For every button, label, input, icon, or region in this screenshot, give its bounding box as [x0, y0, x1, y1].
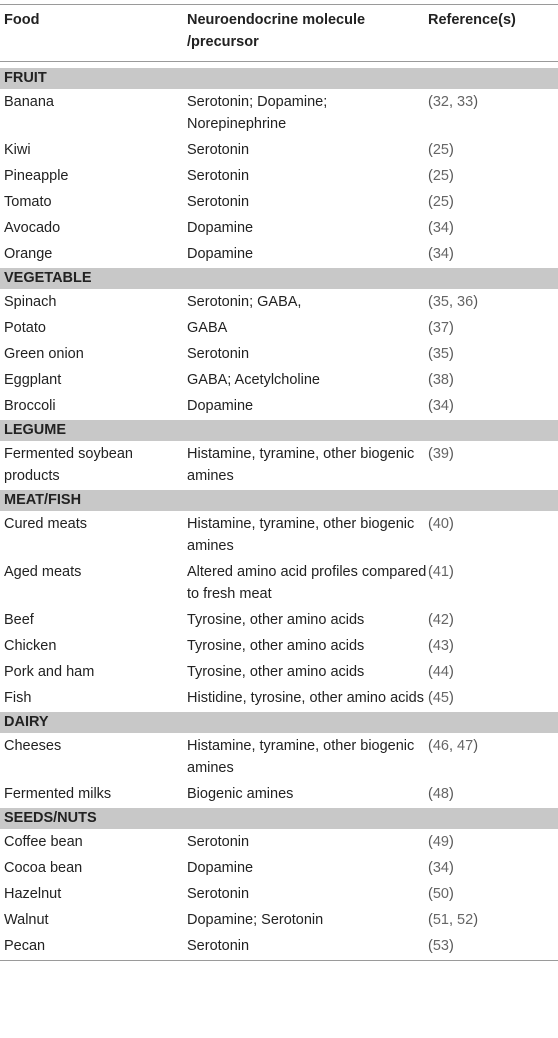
- molecule-cell: Histamine, tyramine, other biogenic amines: [187, 516, 415, 554]
- references-cell: (34): [428, 220, 454, 236]
- molecule-cell: GABA: [187, 320, 228, 336]
- reference-link[interactable]: 42: [432, 612, 449, 628]
- table-row: [0, 442, 558, 491]
- molecule-cell: Serotonin: [187, 142, 250, 158]
- table-body: [0, 62, 558, 961]
- category-label: SEEDS/NUTS: [0, 808, 558, 830]
- reference-link[interactable]: 33: [457, 94, 474, 110]
- reference-link[interactable]: 45: [432, 690, 449, 706]
- molecule-cell: Altered amino acid profiles compared to fresh meat: [187, 564, 427, 602]
- references-cell: (32, 33): [428, 94, 479, 110]
- references-cell: (34): [428, 860, 454, 876]
- references-cell: (45): [428, 690, 454, 706]
- molecule-cell: Tyrosine, other amino acids: [187, 612, 365, 628]
- molecule-cell: Serotonin: [187, 834, 250, 850]
- table-row: [0, 660, 558, 686]
- food-cell: Fermented milks: [4, 786, 112, 802]
- reference-link[interactable]: 35: [432, 294, 449, 310]
- reference-link[interactable]: 39: [432, 446, 449, 462]
- food-cell: Avocado: [4, 220, 61, 236]
- category-row: [0, 68, 558, 90]
- molecule-cell: Dopamine: [187, 398, 254, 414]
- molecule-cell: Dopamine: [187, 860, 254, 876]
- reference-link[interactable]: 50: [432, 886, 449, 902]
- table-row: [0, 908, 558, 934]
- food-cell: Eggplant: [4, 372, 62, 388]
- table-row: [0, 734, 558, 783]
- food-cell: Potato: [4, 320, 46, 336]
- category-row: [0, 420, 558, 442]
- molecule-cell: Serotonin: [187, 168, 250, 184]
- references-cell: (44): [428, 664, 454, 680]
- molecule-cell: Serotonin; GABA,: [187, 294, 302, 310]
- food-cell: Fermented soybean products: [4, 446, 133, 484]
- table-row: [0, 830, 558, 857]
- references-cell: (25): [428, 168, 454, 184]
- molecule-cell: Dopamine: [187, 220, 254, 236]
- reference-link[interactable]: 41: [432, 564, 449, 580]
- molecule-cell: Serotonin: [187, 886, 250, 902]
- category-label: DAIRY: [0, 712, 558, 734]
- food-cell: Hazelnut: [4, 886, 62, 902]
- references-cell: (37): [428, 320, 454, 336]
- table-row: [0, 290, 558, 317]
- table-row: [0, 634, 558, 660]
- reference-link[interactable]: 52: [457, 912, 474, 928]
- food-cell: Pineapple: [4, 168, 69, 184]
- table-row: [0, 138, 558, 164]
- category-row: [0, 808, 558, 830]
- molecule-cell: Histamine, tyramine, other biogenic amines: [187, 738, 415, 776]
- table-row: [0, 242, 558, 268]
- references-cell: (49): [428, 834, 454, 850]
- food-cell: Aged meats: [4, 564, 82, 580]
- reference-link[interactable]: 34: [432, 860, 449, 876]
- food-cell: Banana: [4, 94, 54, 110]
- category-row: [0, 490, 558, 512]
- table-row: [0, 856, 558, 882]
- food-cell: Walnut: [4, 912, 49, 928]
- food-cell: Orange: [4, 246, 53, 262]
- table-row: [0, 882, 558, 908]
- table-row: [0, 782, 558, 808]
- molecule-cell: Serotonin: [187, 934, 428, 961]
- reference-link[interactable]: 25: [432, 194, 449, 210]
- reference-link[interactable]: 32: [432, 94, 449, 110]
- references-cell: (42): [428, 612, 454, 628]
- molecule-cell: Dopamine; Serotonin: [187, 912, 324, 928]
- food-cell: Pork and ham: [4, 664, 95, 680]
- reference-link[interactable]: 51: [432, 912, 449, 928]
- reference-link[interactable]: 46: [432, 738, 449, 754]
- references-cell: (41): [428, 564, 454, 580]
- table-row: [0, 934, 558, 961]
- molecule-cell: Tyrosine, other amino acids: [187, 638, 365, 654]
- table-row: [0, 190, 558, 216]
- references-cell: (34): [428, 246, 454, 262]
- references-cell: (40): [428, 516, 454, 532]
- reference-link[interactable]: 35: [432, 346, 449, 362]
- molecule-cell: Serotonin; Dopamine; Norepinephrine: [187, 94, 328, 132]
- category-label: VEGETABLE: [0, 268, 558, 290]
- table-row: [0, 90, 558, 139]
- header-references: Reference(s): [428, 5, 558, 62]
- references-cell: (51, 52): [428, 912, 479, 928]
- food-cell: Kiwi: [4, 142, 31, 158]
- table-row: [0, 164, 558, 190]
- reference-link[interactable]: 40: [432, 516, 449, 532]
- references-cell: (43): [428, 638, 454, 654]
- references-cell: (46, 47): [428, 738, 479, 754]
- food-cell: Fish: [4, 690, 32, 706]
- references-cell: (25): [428, 142, 454, 158]
- food-cell: Broccoli: [4, 398, 56, 414]
- reference-link[interactable]: 34: [432, 220, 449, 236]
- table-header: [0, 5, 558, 62]
- references-cell: (48): [428, 786, 454, 802]
- category-label: FRUIT: [0, 68, 558, 90]
- reference-link[interactable]: 37: [432, 320, 449, 336]
- table-row: [0, 560, 558, 608]
- food-cell: Cheeses: [4, 738, 62, 754]
- reference-link[interactable]: 34: [432, 398, 449, 414]
- table-row: [0, 608, 558, 634]
- reference-link[interactable]: 25: [432, 168, 449, 184]
- reference-link[interactable]: 48: [432, 786, 449, 802]
- food-cell: Cocoa bean: [4, 860, 83, 876]
- molecule-cell: Histamine, tyramine, other biogenic amines: [187, 446, 415, 484]
- table-row: [0, 686, 558, 712]
- category-row: [0, 268, 558, 290]
- molecule-cell: Serotonin: [187, 194, 250, 210]
- molecule-cell: Histidine, tyrosine, other amino acids: [187, 690, 424, 706]
- molecule-cell: Dopamine: [187, 246, 254, 262]
- table-row: [0, 342, 558, 368]
- reference-link[interactable]: 38: [432, 372, 449, 388]
- references-cell: (50): [428, 886, 454, 902]
- molecule-cell: Serotonin: [187, 346, 250, 362]
- food-cell: Beef: [4, 612, 34, 628]
- molecule-cell: Tyrosine, other amino acids: [187, 664, 365, 680]
- table-row: [0, 316, 558, 342]
- table-row: [0, 216, 558, 242]
- reference-link[interactable]: 36: [457, 294, 474, 310]
- reference-link[interactable]: 53: [432, 938, 449, 954]
- food-cell: Coffee bean: [4, 834, 83, 850]
- food-cell: Tomato: [4, 194, 52, 210]
- food-cell: Cured meats: [4, 516, 88, 532]
- table-row: [0, 394, 558, 420]
- references-cell: (35, 36): [428, 294, 479, 310]
- references-cell: (35): [428, 346, 454, 362]
- reference-link[interactable]: 43: [432, 638, 449, 654]
- header-food: Food: [0, 5, 187, 62]
- molecule-cell: GABA; Acetylcholine: [187, 372, 320, 388]
- reference-link[interactable]: 44: [432, 664, 449, 680]
- reference-link[interactable]: 34: [432, 246, 449, 262]
- reference-link[interactable]: 25: [432, 142, 449, 158]
- food-neuroendocrine-table: [0, 4, 558, 961]
- references-cell: (34): [428, 398, 454, 414]
- food-cell: Spinach: [4, 294, 57, 310]
- table-row: [0, 368, 558, 394]
- food-cell: Pecan: [0, 934, 187, 961]
- food-cell: Green onion: [4, 346, 84, 362]
- table-row: [0, 512, 558, 561]
- reference-link[interactable]: 49: [432, 834, 449, 850]
- references-cell: (25): [428, 194, 454, 210]
- references-cell: (53): [428, 934, 558, 961]
- reference-link[interactable]: 47: [457, 738, 474, 754]
- food-cell: Chicken: [4, 638, 57, 654]
- references-cell: (38): [428, 372, 454, 388]
- molecule-cell: Biogenic amines: [187, 786, 294, 802]
- category-label: LEGUME: [0, 420, 558, 442]
- category-label: MEAT/FISH: [0, 490, 558, 512]
- header-molecule: Neuroendocrine molecule /precursor: [187, 5, 428, 62]
- category-row: [0, 712, 558, 734]
- references-cell: (39): [428, 446, 454, 462]
